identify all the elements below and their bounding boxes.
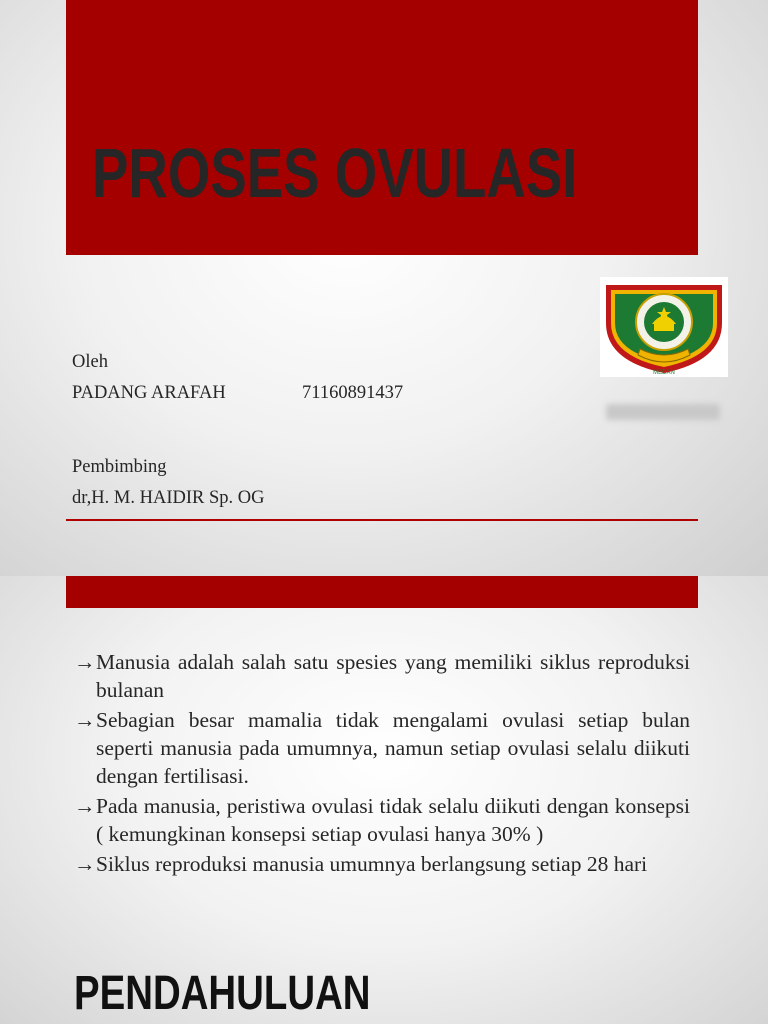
divider-line <box>66 519 698 521</box>
logo-shadow <box>606 404 720 420</box>
arrow-icon: → <box>74 708 96 732</box>
list-item: →Sebagian besar mamalia tidak mengalami ovulasi setiap bulan seperti manusia pada umumnya, namun setiap ovulasi selalu diikuti dengan fertilisasi. <box>74 708 690 788</box>
university-crest-icon <box>600 277 728 377</box>
svg-text:MEDAN: MEDAN <box>653 370 675 376</box>
list-item: →Siklus reproduksi manusia umumnya berlangsung setiap 28 hari <box>74 852 648 876</box>
list-item: →Pada manusia, peristiwa ovulasi tidak selalu diikuti dengan konsepsi ( kemungkinan konsepsi setiap ovulasi hanya 30% ) <box>74 794 690 846</box>
slide-introduction <box>0 576 768 1024</box>
supervisor-name: dr,H. M. HAIDIR Sp. OG <box>72 488 265 508</box>
oleh-label: Oleh <box>72 352 108 372</box>
pembimbing-label: Pembimbing <box>72 457 167 477</box>
title-band <box>66 0 698 255</box>
bullet-list <box>74 648 690 880</box>
list-item: →Manusia adalah salah satu spesies yang memiliki siklus reproduksi bulanan <box>74 650 690 702</box>
arrow-icon: → <box>74 650 96 674</box>
header-band <box>66 576 698 608</box>
arrow-icon: → <box>74 794 96 818</box>
author-name: PADANG ARAFAH <box>72 383 226 403</box>
arrow-icon: → <box>74 852 96 876</box>
section-title: PENDAHULUAN <box>74 967 371 1020</box>
author-id: 71160891437 <box>302 383 404 403</box>
slide-title-text: PROSES OVULASI <box>92 134 578 212</box>
